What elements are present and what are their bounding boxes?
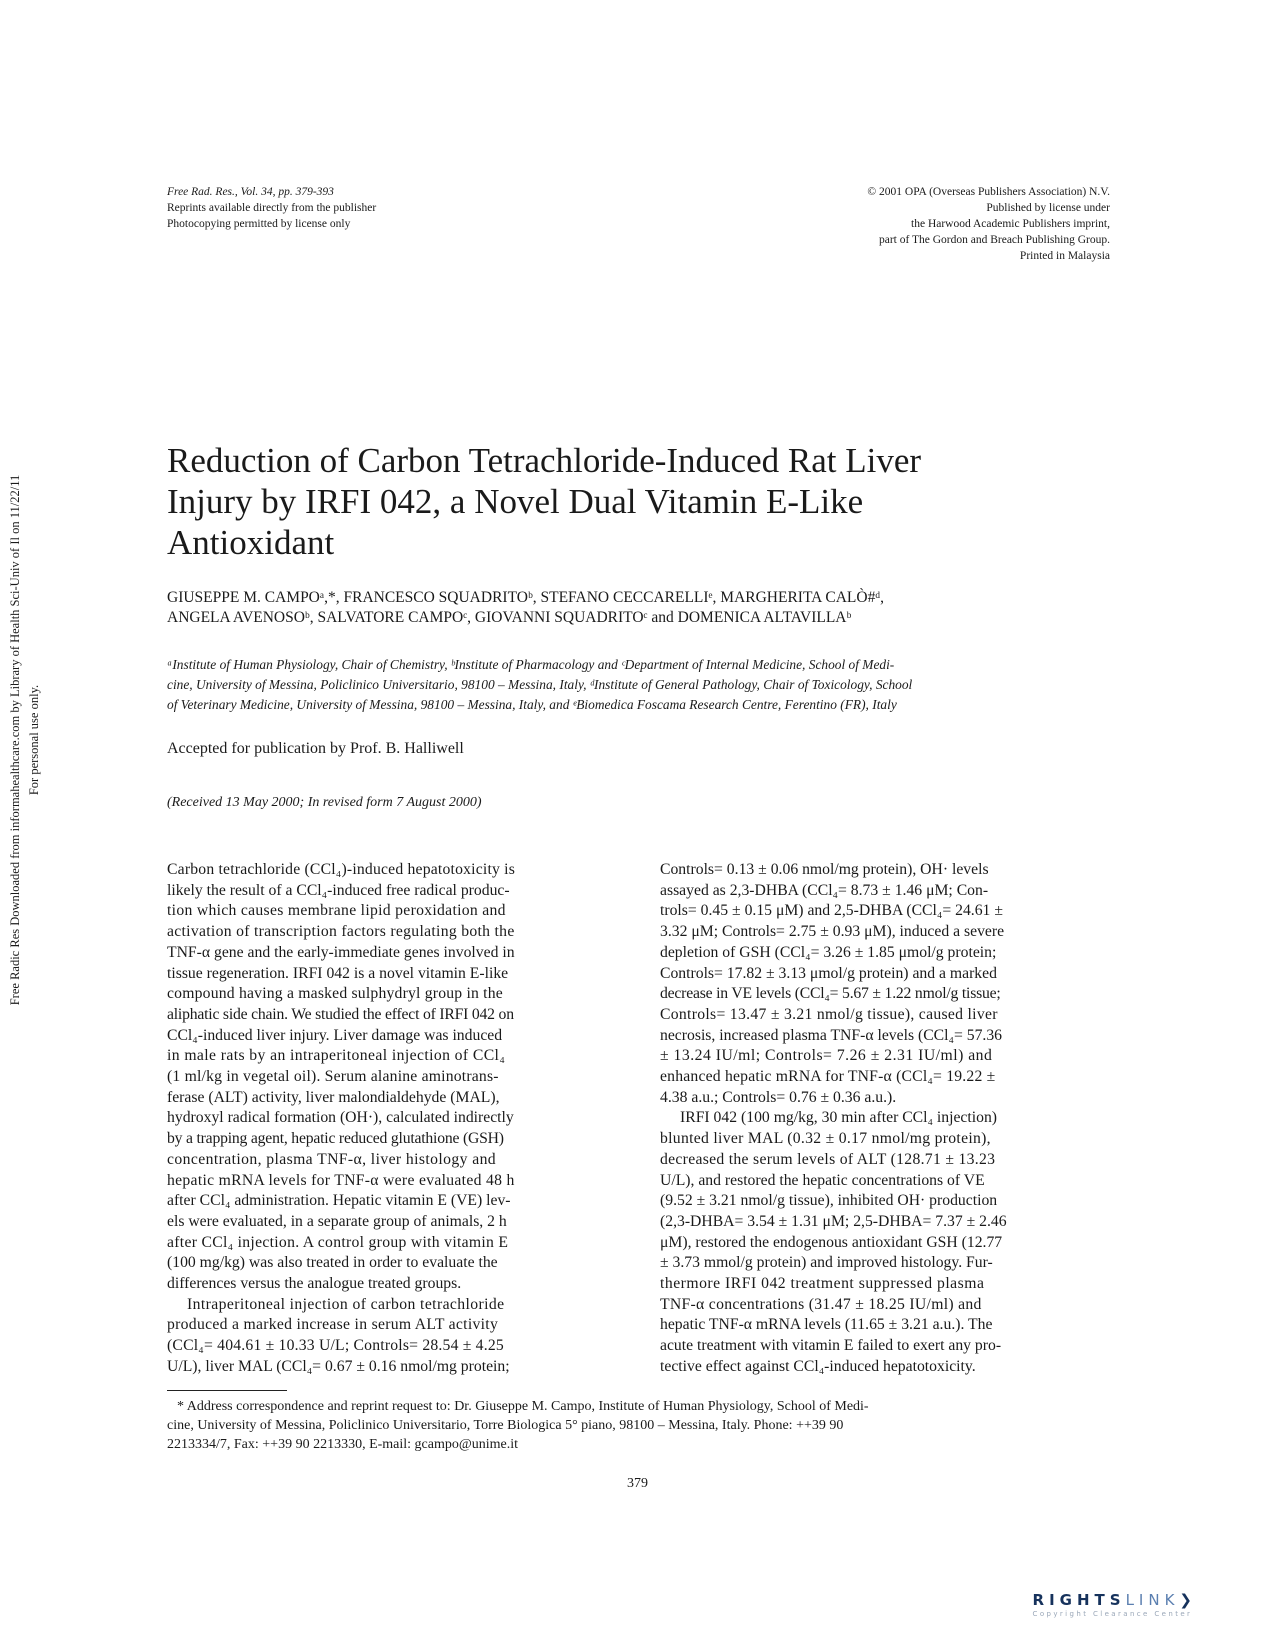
title-line: Injury by IRFI 042, a Novel Dual Vitamin E-Like: [167, 482, 864, 521]
journal-header-left: [167, 184, 376, 232]
abstract-line: Controls= 0.13 ± 0.06 nmol/mg protein), OH· levels: [660, 861, 989, 878]
abstract-line: (2,3-DHBA= 3.54 ± 1.31 μM; 2,5-DHBA= 7.37 ± 2.46: [660, 1212, 1007, 1230]
abstract-line: ± 13.24 IU/ml; Controls= 7.26 ± 2.31 IU/ml) and: [660, 1047, 993, 1065]
abstract-line: activation of transcription factors regulating both the: [167, 923, 515, 941]
abstract-line: 4.38 a.u.; Controls= 0.76 ± 0.36 a.u.).: [660, 1088, 897, 1106]
abstract-line: by a trapping agent, hepatic reduced glutathione (GSH): [167, 1130, 504, 1148]
group-line: part of The Gordon and Breach Publishing Group.: [878, 234, 1110, 246]
abstract-line: (CCl₄= 404.61 ± 10.33 U/L; Controls= 28.54 ± 4.25: [167, 1337, 504, 1355]
correspondence-footnote: [167, 1397, 1127, 1454]
abstract-line: els were evaluated, in a separate group of animals, 2 h: [167, 1212, 507, 1230]
abstract-line: ± 3.73 mmol/g protein) and improved histology. Fur-: [660, 1254, 993, 1272]
abstract-line: 3.32 μM; Controls= 2.75 ± 0.93 μM), induced a severe: [660, 923, 1005, 941]
abstract-line: enhanced hepatic mRNA for TNF-α (CCl₄= 19.22 ±: [660, 1068, 996, 1086]
abstract-line: TNF-α concentrations (31.47 ± 18.25 IU/ml) and: [660, 1295, 982, 1313]
received-dates: (Received 13 May 2000; In revised form 7 August 2000): [167, 795, 482, 810]
copyright-line: © 2001 OPA (Overseas Publishers Association) N.V.: [867, 186, 1110, 198]
abstract-line: necrosis, increased plasma TNF-α levels (CCl₄= 57.36: [660, 1026, 1003, 1044]
abstract-line: Carbon tetrachloride (CCl₄)-induced hepatotoxicity is: [167, 861, 516, 878]
abstract-line: assayed as 2,3-DHBA (CCl₄= 8.73 ± 1.46 μM; Con-: [660, 881, 989, 899]
rightslink-logo[interactable]: [1033, 1591, 1197, 1618]
rightslink-light-text: LINK: [1125, 1591, 1180, 1609]
abstract-line: tion which causes membrane lipid peroxidation and: [167, 902, 506, 920]
abstract-line: (1 ml/kg in vegetal oil). Serum alanine aminotrans-: [167, 1068, 499, 1086]
reprints-note: Reprints available directly from the publisher: [167, 202, 377, 214]
abstract-line: in male rats by an intraperitoneal injection of CCl₄: [167, 1047, 506, 1065]
abstract-line: (9.52 ± 3.21 nmol/g tissue), inhibited OH· production: [660, 1192, 998, 1210]
abstract-line: compound having a masked sulphydryl group in the: [167, 985, 503, 1003]
abstract-line: acute treatment with vitamin E failed to exert any pro-: [660, 1337, 1002, 1355]
rightslink-tagline: Copyright Clearance Center: [1032, 1610, 1193, 1618]
rightslink-dark-text: RIGHTS: [1032, 1591, 1126, 1609]
affiliation-line: ᵃInstitute of Human Physiology, Chair of Chemistry, ᵇInstitute of Pharmacology and ᶜDepartment of Internal Medicine, School of Medi-: [167, 657, 895, 672]
abstract-line: concentration, plasma TNF-α, liver histology and: [167, 1150, 497, 1168]
abstract-line: decrease in VE levels (CCl₄= 5.67 ± 1.22 nmol/g tissue;: [660, 985, 1001, 1003]
journal-citation: Free Rad. Res., Vol. 34, pp. 379-393: [167, 186, 334, 198]
abstract-line: Controls= 17.82 ± 3.13 μmol/g protein) and a marked: [660, 964, 997, 982]
page-number: 379: [627, 1476, 648, 1491]
abstract-line: hepatic TNF-α mRNA levels (11.65 ± 3.21 a.u.). The: [660, 1316, 993, 1334]
title-line: Antioxidant: [167, 523, 335, 562]
abstract-line: after CCl₄ injection. A control group with vitamin E: [167, 1233, 509, 1251]
affiliation-line: of Veterinary Medicine, University of Messina, 98100 – Messina, Italy, and ᵉBiomedica Foscama Research Centre, Ferentino (FR), Italy: [167, 697, 897, 712]
printed-line: Printed in Malaysia: [1019, 250, 1110, 262]
author-line: GIUSEPPE M. CAMPOᵃ,*, FRANCESCO SQUADRITOᵇ, STEFANO CECCARELLIᵉ, MARGHERITA CALÒ#ᵈ,: [167, 589, 885, 606]
abstract-line: produced a marked increase in serum ALT activity: [167, 1316, 499, 1334]
download-watermark: [6, 330, 54, 1150]
abstract-column-right: [660, 860, 1130, 1378]
abstract-line: tissue regeneration. IRFI 042 is a novel vitamin E-like: [167, 964, 509, 982]
abstract-line: (100 mg/kg) was also treated in order to evaluate the: [167, 1254, 498, 1272]
abstract-line: U/L), and restored the hepatic concentrations of VE: [660, 1171, 985, 1189]
footnote-line: * Address correspondence and reprint request to: Dr. Giuseppe M. Campo, Institute of Human Physiology, School of Medi-: [177, 1399, 869, 1414]
abstract-line: μM), restored the endogenous antioxidant GSH (12.77: [660, 1233, 1003, 1251]
abstract-line: tective effect against CCl₄-induced hepatotoxicity.: [660, 1357, 976, 1375]
abstract-line: thermore IRFI 042 treatment suppressed plasma: [660, 1275, 985, 1293]
footnote-divider: [167, 1390, 287, 1391]
publisher-header-right: [867, 184, 1110, 264]
abstract-line: trols= 0.45 ± 0.15 μM) and 2,5-DHBA (CCl₄= 24.61 ±: [660, 902, 1003, 920]
author-line: ANGELA AVENOSOᵇ, SALVATORE CAMPOᶜ, GIOVANNI SQUADRITOᶜ and DOMENICA ALTAVILLAᵇ: [167, 609, 852, 626]
abstract-line: IRFI 042 (100 mg/kg, 30 min after CCl₄ injection): [680, 1109, 998, 1127]
abstract-line: aliphatic side chain. We studied the effect of IRFI 042 on: [167, 1005, 514, 1023]
download-source-line: Free Radic Res Downloaded from informahealthcare.com by Library of Health Sci-Univ of Il on 11/22/11: [8, 474, 22, 1006]
footnote-line: 2213334/7, Fax: ++39 90 2213330, E-mail: gcampo@unime.it: [167, 1437, 519, 1452]
abstract-line: blunted liver MAL (0.32 ± 0.17 nmol/mg protein),: [660, 1130, 991, 1148]
abstract-column-left: [167, 860, 617, 1378]
author-list: [167, 588, 1127, 628]
affiliations: [167, 655, 1127, 715]
license-line: Published by license under: [986, 202, 1110, 214]
abstract-line: decreased the serum levels of ALT (128.71 ± 13.23: [660, 1150, 996, 1168]
abstract-line: CCl₄-induced liver injury. Liver damage was induced: [167, 1026, 503, 1044]
abstract-line: after CCl₄ administration. Hepatic vitamin E (VE) lev-: [167, 1192, 511, 1210]
accepted-by: Accepted for publication by Prof. B. Halliwell: [167, 740, 464, 757]
abstract-line: likely the result of a CCl₄-induced free radical produc-: [167, 881, 510, 899]
imprint-line: the Harwood Academic Publishers imprint,: [911, 218, 1110, 230]
paper-title: [167, 440, 1127, 563]
rightslink-wordmark: [1033, 1591, 1197, 1609]
title-line: Reduction of Carbon Tetrachloride-Induced Rat Liver: [167, 441, 922, 480]
abstract-line: ferase (ALT) activity, liver malondialdehyde (MAL),: [167, 1088, 500, 1106]
photocopy-note: Photocopying permitted by license only: [167, 218, 351, 230]
abstract-line: hydroxyl radical formation (OH·), calculated indirectly: [167, 1109, 514, 1127]
abstract-line: Intraperitoneal injection of carbon tetrachloride: [187, 1295, 505, 1313]
chevron-right-icon: ❯: [1179, 1591, 1197, 1609]
footnote-line: cine, University of Messina, Policlinico Universitario, Torre Biologica 5° piano, 98100 – Messina, Italy. Phone: ++39 90: [167, 1418, 844, 1433]
abstract-line: TNF-α gene and the early-immediate genes involved in: [167, 943, 515, 961]
abstract-line: hepatic mRNA levels for TNF-α were evaluated 48 h: [167, 1171, 515, 1189]
affiliation-line: cine, University of Messina, Policlinico Universitario, 98100 – Messina, Italy, ᵈInstitute of General Pathology, Chair of Toxicology, School: [167, 677, 913, 692]
abstract-line: Controls= 13.47 ± 3.21 nmol/g tissue), caused liver: [660, 1005, 998, 1023]
abstract-line: differences versus the analogue treated groups.: [167, 1275, 462, 1293]
abstract-line: depletion of GSH (CCl₄= 3.26 ± 1.85 μmol/g protein;: [660, 943, 997, 961]
abstract-line: U/L), liver MAL (CCl₄= 0.67 ± 0.16 nmol/mg protein;: [167, 1357, 510, 1375]
personal-use-line: For personal use only.: [27, 684, 41, 796]
